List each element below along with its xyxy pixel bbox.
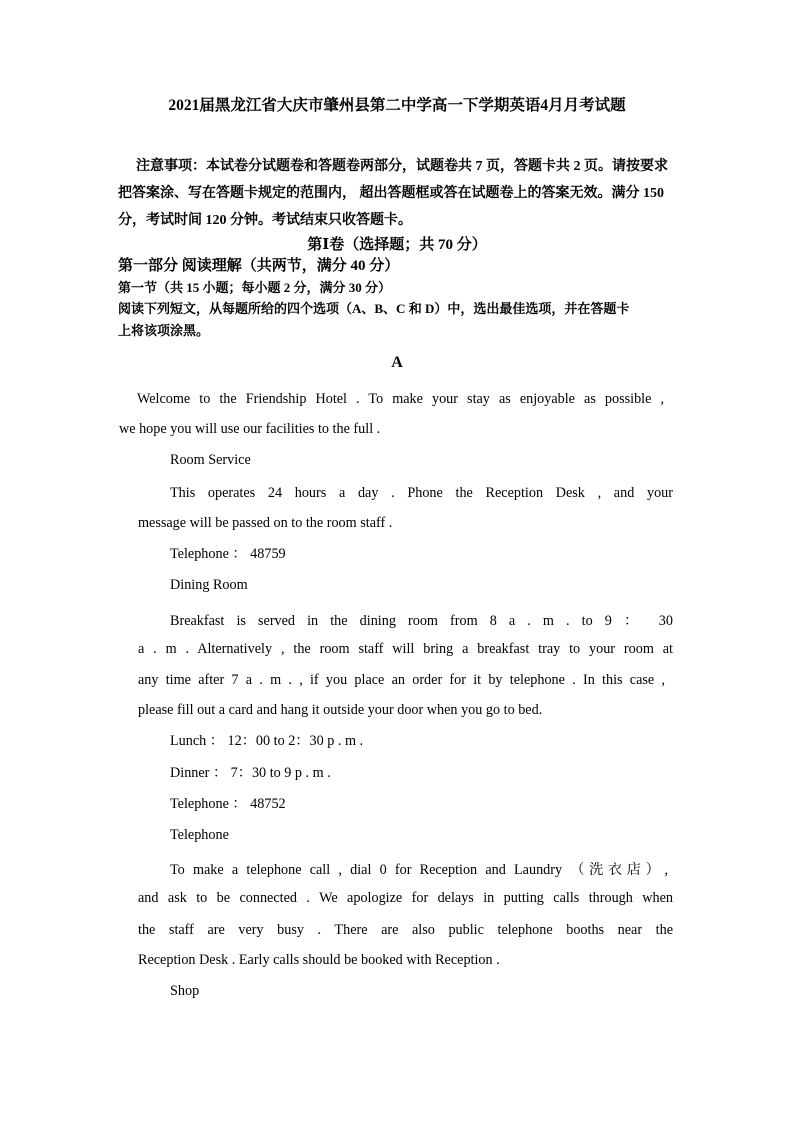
passage-line: To make a telephone call , dial 0 for Reception and Laundry （洗衣店）, [170, 862, 668, 878]
passage-line: we hope you will use our facilities to the full . [119, 421, 381, 437]
passage-line: and ask to be connected . We apologize for delays in putting calls through when [138, 890, 673, 906]
telephone-heading: Telephone [170, 827, 229, 843]
passage-line: This operates 24 hours a day . Phone the Reception Desk , and your [170, 485, 673, 501]
passage-line: message will be passed on to the room staff . [138, 515, 393, 531]
instruction-line: 上将该项涂黑。 [118, 323, 210, 338]
passage-label: A [391, 354, 403, 371]
exam-notes: 注意事项：本试卷分试题卷和答题卷两部分，试题卷共 7 页，答题卡共 2 页。请按要求把答案涂、写在答题卡规定的范围内， 超出答题框或答在试题卷上的答案无效。满分 150 分，考试时间 120 分钟。考试结束只收答题卡。 [118, 159, 668, 228]
dining-room-heading: Dining Room [170, 577, 248, 593]
room-service-telephone: Telephone ： 48759 [170, 546, 286, 562]
passage-line: please fill out a card and hang it outside your door when you go to bed. [138, 702, 543, 718]
instruction-line: 阅读下列短文，从每题所给的四个选项（A、B、C 和 D）中，选出最佳选项，并在答题卡 [118, 301, 630, 316]
passage-line: Breakfast is served in the dining room from 8 a . m . to 9 ： 30 [170, 613, 673, 629]
dining-telephone: Telephone ： 48752 [170, 796, 286, 812]
part-heading: 第一部分 阅读理解（共两节，满分 40 分） [118, 258, 400, 274]
passage-line: a . m . Alternatively , the room staff will bring a breakfast tray to your room at [138, 641, 673, 657]
shop-heading: Shop [170, 983, 200, 999]
lunch-hours: Lunch ： 12：00 to 2：30 p . m . [170, 733, 364, 749]
document-title: 2021届黑龙江省大庆市肇州县第二中学高一下学期英语4月月考试题 [168, 97, 626, 114]
room-service-heading: Room Service [170, 452, 251, 468]
dinner-hours: Dinner ： 7：30 to 9 p . m . [170, 765, 331, 781]
volume-heading: 第Ⅰ卷（选择题；共 70 分） [307, 237, 487, 253]
passage-line: Reception Desk . Early calls should be booked with Reception . [138, 952, 500, 968]
passage-line: Welcome to the Friendship Hotel . To make your stay as enjoyable as possible , [137, 391, 664, 407]
passage-line: any time after 7 a . m . , if you place an order for it by telephone . In this case , [138, 672, 665, 688]
passage-line: the staff are very busy . There are also public telephone booths near the [138, 922, 673, 938]
section-heading: 第一节（共 15 小题；每小题 2 分，满分 30 分） [118, 280, 392, 295]
